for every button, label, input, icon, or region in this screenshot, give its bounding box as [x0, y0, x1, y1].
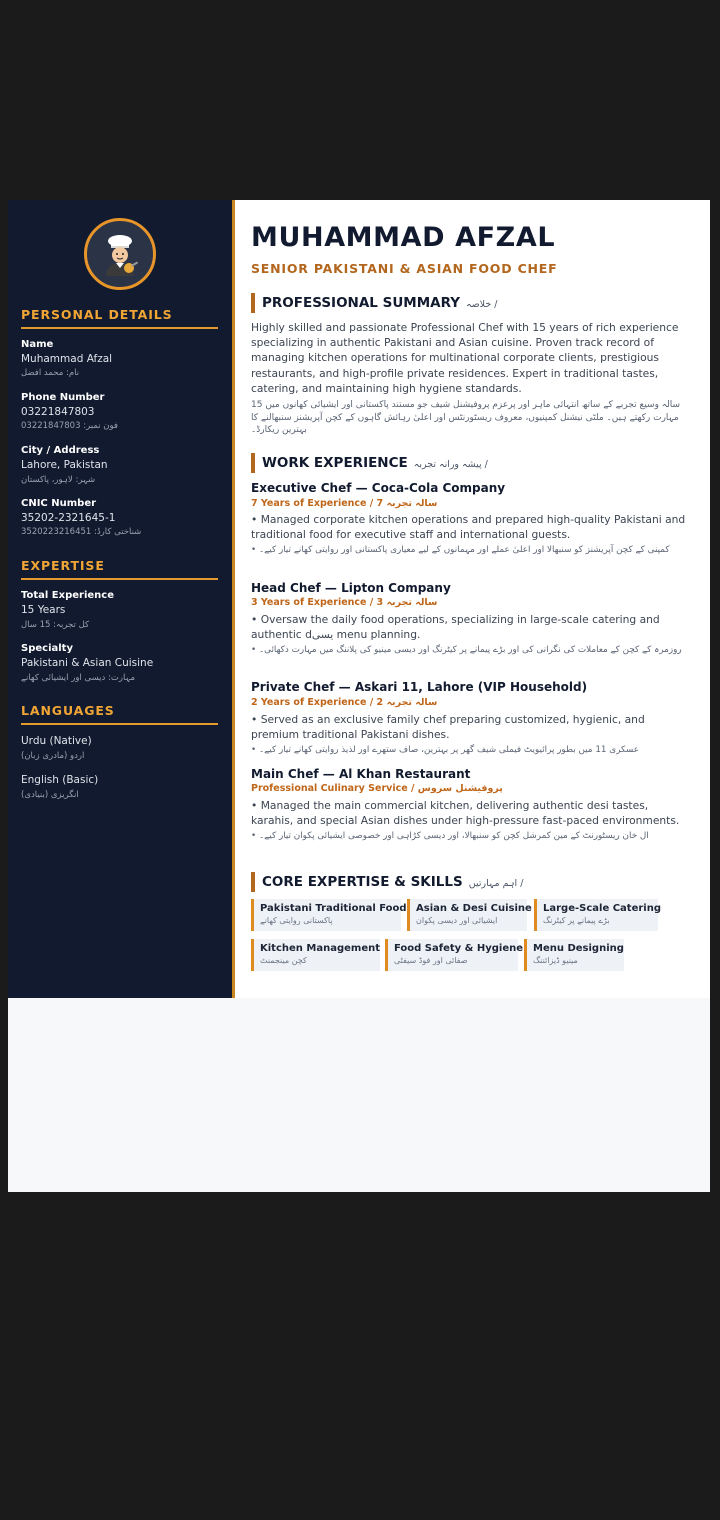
language-urdu-native: اردو (مادری زبان) [21, 751, 85, 761]
skill-name-urdu: ایشیائی اور دیسی پکوان [416, 916, 498, 925]
job-years: Professional Culinary Service / پروفیشنل سروس [251, 783, 503, 794]
job-years: 3 Years of Experience / 3 سالہ تجربہ [251, 597, 438, 608]
skill-name-urdu: بڑے پیمانے پر کیٹرنگ [543, 916, 610, 925]
job-bullet-urdu: • کمپنی کے کچن آپریشنز کو سنبھالا اور اعلیٰ عملے اور مہمانوں کے لیے معیاری پاکستانی اور روایتی کھانے تیار کیے۔ [251, 545, 670, 555]
candidate-role: SENIOR PAKISTANI & ASIAN FOOD CHEF [251, 261, 558, 276]
summary-heading-text: PROFESSIONAL SUMMARY [262, 295, 461, 311]
specialty-urdu: مہارت: دیسی اور ایشیائی کھانے [21, 673, 136, 683]
job-bullet-urdu: • روزمرہ کے کچن کے معاملات کی نگرانی کی اور بڑے پیمانے پر کیٹرنگ اور دیسی مینیو کی پلاننگ میں مہارت دکھائی۔ [251, 645, 682, 655]
summary-urdu: 15 سالہ وسیع تجربے کے ساتھ انتہائی ماہر اور پرعزم پروفیشنل شیف جو مستند پاکستانی اور ایشیائی کھانوں میں مہارت رکھتے ہیں۔ ملٹی نیشنل کمپنیوں، معروف ریسٹورنٹس اور اعلیٰ رہائش گاہوں کے کچن آپریشنز سنبھالنے کا بہترین ریکارڈ۔ [251, 400, 681, 435]
skill-chip [534, 899, 661, 931]
job-bullet: • Served as an exclusive family chef preparing customized, hygienic, and premium traditional Pakistani dishes. [251, 713, 645, 742]
sidebar [8, 200, 232, 998]
skills-heading-text: CORE EXPERTISE & SKILLS [262, 874, 463, 890]
skill-name-urdu: پاکستانی روایتی کھانے [260, 916, 333, 925]
job-bullet-urdu: • ال خان ریسٹورنٹ کے مین کمرشل کچن کو سنبھالا، اور دیسی کڑاہی اور خصوصی ایشیائی پکوان تیار کیے۔ [251, 831, 649, 841]
name-value: Muhammad Afzal [21, 353, 113, 365]
skill-name: Menu Designing [533, 943, 624, 954]
skills-heading-urdu: اہم مہارتیں / [468, 878, 524, 889]
candidate-name: MUHAMMAD AFZAL [251, 222, 556, 253]
skills-heading [251, 872, 523, 892]
name-urdu: نام: محمد افضل [21, 368, 80, 378]
specialty-label: Specialty [21, 643, 73, 654]
summary-heading-urdu: خلاصہ / [466, 299, 498, 310]
cnic-value: 35202-2321645-1 [21, 512, 116, 524]
blank-page-area [8, 998, 710, 1192]
summary-text: Highly skilled and passionate Professional Chef with 15 years of rich experience specializing in authentic Pakistani and Asian cuisine. Proven track record of managing kitchen operations for multinational corporate clients, prestigious restaurants, and high-profile private residences. Expert in traditional tastes, catering, and maintaining high hygiene standards. [251, 321, 679, 395]
skill-chip [251, 939, 380, 971]
job-bullet: • Oversaw the daily food operations, specializing in large-scale catering and authentic dیسی menu planning. [251, 613, 660, 642]
expertise-heading: EXPERTISE [21, 558, 218, 580]
job-bullet: • Managed corporate kitchen operations and prepared high-quality Pakistani and traditional food for executive staff and international guests. [251, 513, 686, 542]
language-urdu: Urdu (Native) [21, 735, 92, 747]
skill-chip [385, 939, 524, 971]
job-years: 7 Years of Experience / 7 سالہ تجربہ [251, 498, 438, 509]
skill-name: Kitchen Management [260, 943, 380, 954]
city-urdu: شہر: لاہور، پاکستان [21, 475, 96, 485]
skill-chip [251, 899, 407, 931]
skill-name: Food Safety & Hygiene [394, 943, 524, 954]
job-title: Head Chef — Lipton Company [251, 581, 451, 595]
specialty-value: Pakistani & Asian Cuisine [21, 657, 154, 669]
cnic-label: CNIC Number [21, 498, 97, 509]
job-bullet: • Managed the main commercial kitchen, delivering authentic desi tastes, karahis, and special Asian dishes under high-pressure fast-paced environments. [251, 799, 680, 828]
job-title: Main Chef — Al Khan Restaurant [251, 767, 471, 781]
personal-details-heading: PERSONAL DETAILS [21, 307, 218, 329]
phone-value: 03221847803 [21, 406, 95, 418]
city-value: Lahore, Pakistan [21, 459, 108, 471]
phone-label: Phone Number [21, 392, 105, 403]
main-content [251, 200, 696, 998]
work-heading-urdu: پیشہ ورانہ تجربہ / [413, 459, 488, 470]
city-label: City / Address [21, 445, 100, 456]
resume-page [8, 200, 710, 1192]
skill-chip [524, 939, 624, 971]
job-title: Executive Chef — Coca-Cola Company [251, 481, 506, 495]
skill-name: Large-Scale Catering [543, 903, 661, 914]
avatar [84, 218, 156, 290]
skill-name-urdu: کچن مینجمنٹ [260, 956, 307, 965]
job-years: 2 Years of Experience / 2 سالہ تجربہ [251, 697, 438, 708]
language-english: English (Basic) [21, 774, 99, 786]
skill-name: Pakistani Traditional Food [260, 903, 407, 914]
name-label: Name [21, 339, 54, 350]
experience-label: Total Experience [21, 590, 114, 601]
language-english-native: انگریزی (بنیادی) [21, 790, 79, 800]
sidebar-accent-line [232, 200, 235, 998]
job-title: Private Chef — Askari 11, Lahore (VIP Household) [251, 680, 588, 694]
summary-heading [251, 293, 497, 313]
skill-name-urdu: مینیو ڈیزائننگ [533, 956, 578, 965]
job-bullet-urdu: • عسکری 11 میں بطور پرائیویٹ فیملی شیف گھر پر بہترین، صاف ستھرے اور لذیذ روایتی کھانے تیار کیے۔ [251, 745, 640, 755]
work-heading-text: WORK EXPERIENCE [262, 455, 408, 471]
cnic-urdu: 3520223216451 :شناختی کارڈ [21, 527, 142, 537]
work-heading [251, 453, 488, 473]
skill-name-urdu: صفائی اور فوڈ سیفٹی [394, 956, 468, 965]
skill-chip [407, 899, 532, 931]
experience-value: 15 Years [21, 604, 66, 616]
skill-name: Asian & Desi Cuisine [416, 903, 532, 914]
experience-urdu: کل تجربہ: 15 سال [21, 620, 90, 630]
chef-icon [98, 232, 142, 276]
languages-heading: LANGUAGES [21, 703, 218, 725]
phone-urdu: 03221847803 :فون نمبر [21, 421, 118, 431]
